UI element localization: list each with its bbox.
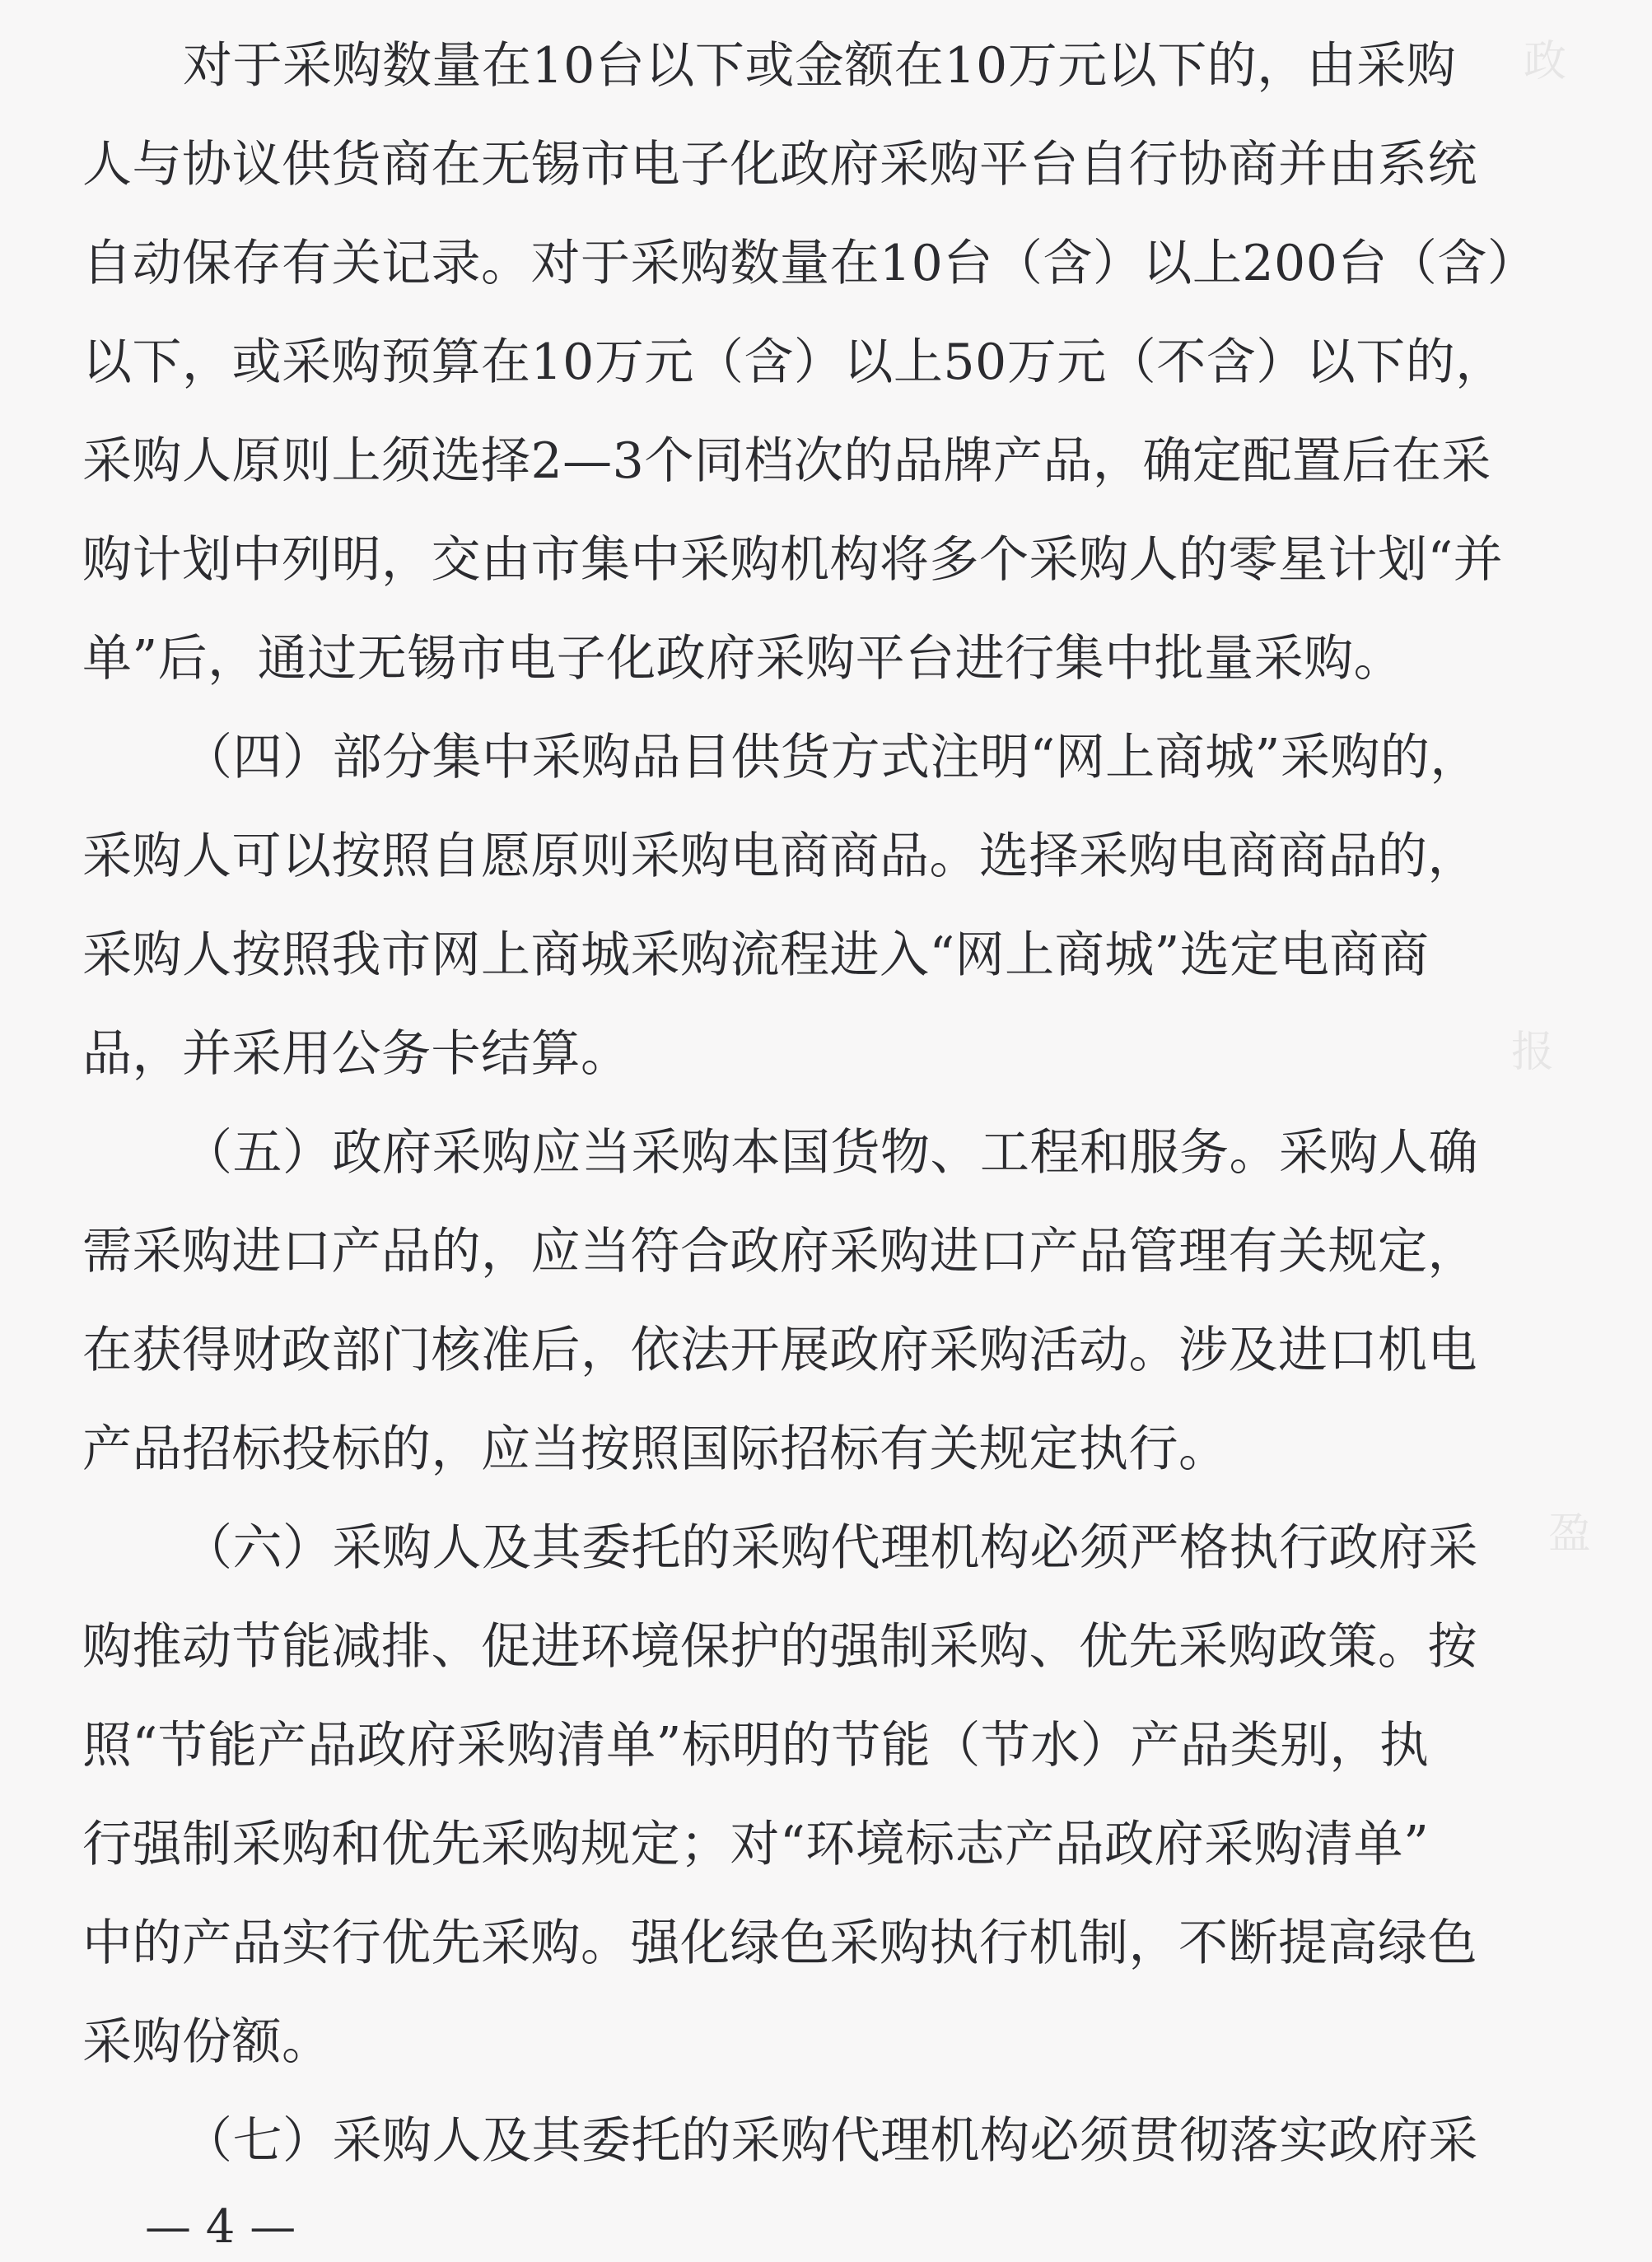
section-six-text: （六）采购人及其委托的采购代理机构必须严格执行政府采	[183, 1519, 1478, 1577]
show-through-mark: 报	[1511, 1028, 1555, 1077]
text-line: 需采购进口产品的，应当符合政府采购进口产品管理有关规定，	[82, 1223, 1477, 1280]
text-line: 在获得财政部门核准后，依法开展政府采购活动。涉及进口机电	[82, 1322, 1477, 1379]
text-line: 照“节能产品政府采购清单”标明的节能（节水）产品类别，执	[82, 1717, 1430, 1775]
section-seven-text: （七）采购人及其委托的采购代理机构必须贯彻落实政府采	[183, 2112, 1478, 2170]
show-through-mark: 盈	[1548, 1509, 1592, 1559]
show-through-mark: 政	[1524, 37, 1567, 86]
text-line: 中的产品实行优先采购。强化绿色采购执行机制，不断提高绿色	[82, 1915, 1477, 1972]
text-line: 自动保存有关记录。对于采购数量在10台（含）以上200台（含）	[82, 235, 1538, 292]
text-line: 品，并采用公务卡结算。	[82, 1025, 631, 1083]
text-line: 产品招标投标的，应当按照国际招标有关规定执行。	[82, 1420, 1229, 1478]
page-number: — 4 —	[145, 2200, 296, 2254]
text-line: 购计划中列明，交由市集中采购机构将多个采购人的零星计划“并	[82, 531, 1504, 589]
text-line: 采购人可以按照自愿原则采购电商商品。选择采购电商商品的，	[82, 828, 1477, 885]
section-five-text: （五）政府采购应当采购本国货物、工程和服务。采购人确	[183, 1124, 1478, 1182]
text-line: 单”后，通过无锡市电子化政府采购平台进行集中批量采购。	[82, 630, 1404, 688]
text-line: 人与协议供货商在无锡市电子化政府采购平台自行协商并由系统	[82, 136, 1477, 194]
text-line: 对于采购数量在10台以下或金额在10万元以下的，由采购	[183, 37, 1457, 95]
text-line: 采购人原则上须选择2—3个同档次的品牌产品，确定配置后在采	[82, 432, 1491, 490]
section-four-text: （四）部分集中采购品目供货方式注明“网上商城”采购的，	[183, 729, 1480, 786]
text-line: 采购人按照我市网上商城采购流程进入“网上商城”选定电商商	[82, 926, 1430, 984]
text-line: 采购份额。	[82, 2013, 332, 2071]
text-line: 行强制采购和优先采购规定；对“环境标志产品政府采购清单”	[82, 1816, 1430, 1873]
text-line: 购推动节能减排、促进环境保护的强制采购、优先采购政策。按	[82, 1618, 1477, 1676]
text-line: 以下，或采购预算在10万元（含）以上50万元（不含）以下的，	[82, 333, 1505, 391]
